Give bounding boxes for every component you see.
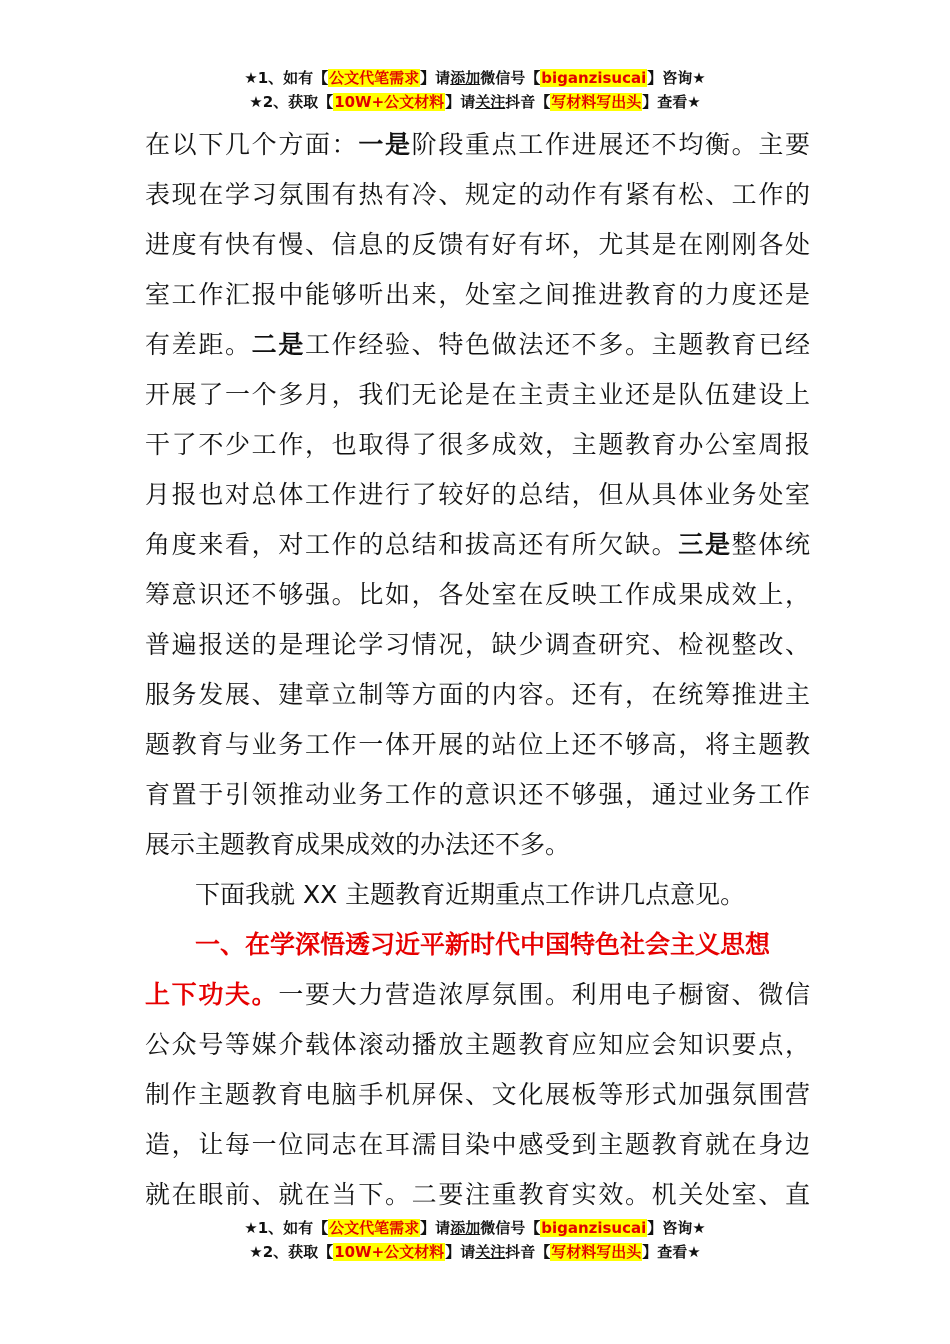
- bold-run: 三是: [678, 530, 732, 559]
- body-line: [145, 520, 810, 570]
- banner-text: 】请: [420, 69, 451, 87]
- header-banner: [0, 66, 950, 114]
- banner-text: 】请: [420, 1219, 451, 1237]
- body-line: 室工作汇报中能够听出来，处室之间推进教育的力度还是: [145, 280, 810, 309]
- banner-text: ★2、获取【: [249, 93, 334, 111]
- banner-highlight: 公文代笔需求: [329, 1219, 420, 1237]
- banner-text: ★1、如有【: [244, 1219, 329, 1237]
- banner-text: ★1、如有【: [244, 69, 329, 87]
- banner-text: 抖音【: [505, 1243, 551, 1261]
- body-line: 进度有快有慢、信息的反馈有好有坏，尤其是在刚刚各处: [145, 230, 810, 259]
- body-line: 育置于引领推动业务工作的意识还不够强，通过业务工作: [145, 780, 810, 809]
- banner-line-2: [0, 90, 950, 114]
- banner-highlight: 10W+公文材料: [334, 93, 445, 111]
- banner-highlight: 公文代笔需求: [329, 69, 420, 87]
- body-line: 展示主题教育成果成效的办法还不多。: [145, 830, 571, 859]
- body-line: 普遍报送的是理论学习情况，缺少调查研究、检视整改、: [145, 630, 810, 659]
- bold-run: 一是: [358, 130, 412, 159]
- text-run: 角度来看，对工作的总结和拔高还有所欠缺。: [145, 530, 679, 559]
- text-run: 工作经验、特色做法还不多。主题教育已经: [305, 330, 810, 359]
- body-line: [145, 320, 810, 370]
- body-line: 下面我就 XX 主题教育近期重点工作讲几点意见。: [195, 880, 746, 909]
- body-line: 筹意识还不够强。比如，各处室在反映工作成果成效上，: [145, 580, 810, 609]
- banner-underlined: 关注: [475, 93, 506, 111]
- text-run: 有差距。: [145, 330, 252, 359]
- body-line: 干了不少工作，也取得了很多成效，主题教育办公室周报: [145, 430, 810, 459]
- text-run: 一要大力营造浓厚氛围。利用电子橱窗、微信: [278, 980, 810, 1009]
- body-line: 造，让每一位同志在耳濡目染中感受到主题教育就在身边: [145, 1130, 810, 1159]
- banner-highlight: 写材料写出头: [551, 1243, 642, 1261]
- body-line: 公众号等媒介载体滚动播放主题教育应知应会知识要点，: [145, 1030, 810, 1059]
- document-body: [145, 120, 810, 1220]
- banner-text: 】请: [445, 93, 476, 111]
- text-run: 在以下几个方面：: [145, 130, 359, 159]
- banner-text: 】请: [445, 1243, 476, 1261]
- banner-line-2: [0, 1240, 950, 1264]
- body-line: 制作主题教育电脑手机屏保、文化展板等形式加强氛围营: [145, 1080, 810, 1109]
- body-line: 月报也对总体工作进行了较好的总结，但从具体业务处室: [145, 480, 810, 509]
- banner-text: 】查看★: [642, 1243, 701, 1261]
- body-line: 表现在学习氛围有热有冷、规定的动作有紧有松、工作的: [145, 180, 810, 209]
- banner-text: 】查看★: [642, 93, 701, 111]
- banner-underlined: 添加: [450, 69, 481, 87]
- banner-highlight: biganzisucai: [541, 1219, 647, 1237]
- body-line: [145, 120, 810, 170]
- body-line: 就在眼前、就在当下。二要注重教育实效。机关处室、直: [145, 1180, 810, 1209]
- body-line: 服务发展、建章立制等方面的内容。还有，在统筹推进主: [145, 680, 810, 709]
- banner-text: ★2、获取【: [249, 1243, 334, 1261]
- banner-text: 】咨询★: [647, 69, 706, 87]
- text-run: 阶段重点工作进展还不均衡。主要: [411, 130, 810, 159]
- banner-underlined: 关注: [475, 1243, 506, 1261]
- banner-highlight: 10W+公文材料: [334, 1243, 445, 1261]
- banner-line-1: [0, 1216, 950, 1240]
- footer-banner: [0, 1216, 950, 1264]
- banner-highlight: 写材料写出头: [551, 93, 642, 111]
- bold-run: 二是: [251, 330, 306, 359]
- body-line: 开展了一个多月，我们无论是在主责主业还是队伍建设上: [145, 380, 810, 409]
- banner-highlight: biganzisucai: [541, 69, 647, 87]
- banner-text: 微信号【: [480, 69, 541, 87]
- banner-text: 】咨询★: [647, 1219, 706, 1237]
- banner-text: 微信号【: [480, 1219, 541, 1237]
- body-line: [145, 970, 810, 1020]
- banner-underlined: 添加: [450, 1219, 481, 1237]
- banner-line-1: [0, 66, 950, 90]
- body-line: 题教育与业务工作一体开展的站位上还不够高，将主题教: [145, 730, 810, 759]
- banner-text: 抖音【: [505, 93, 551, 111]
- section-heading: 一、在学深悟透习近平新时代中国特色社会主义思想: [195, 930, 771, 959]
- text-run: 整体统: [731, 530, 810, 559]
- section-heading-end: 上下功夫。: [145, 980, 279, 1009]
